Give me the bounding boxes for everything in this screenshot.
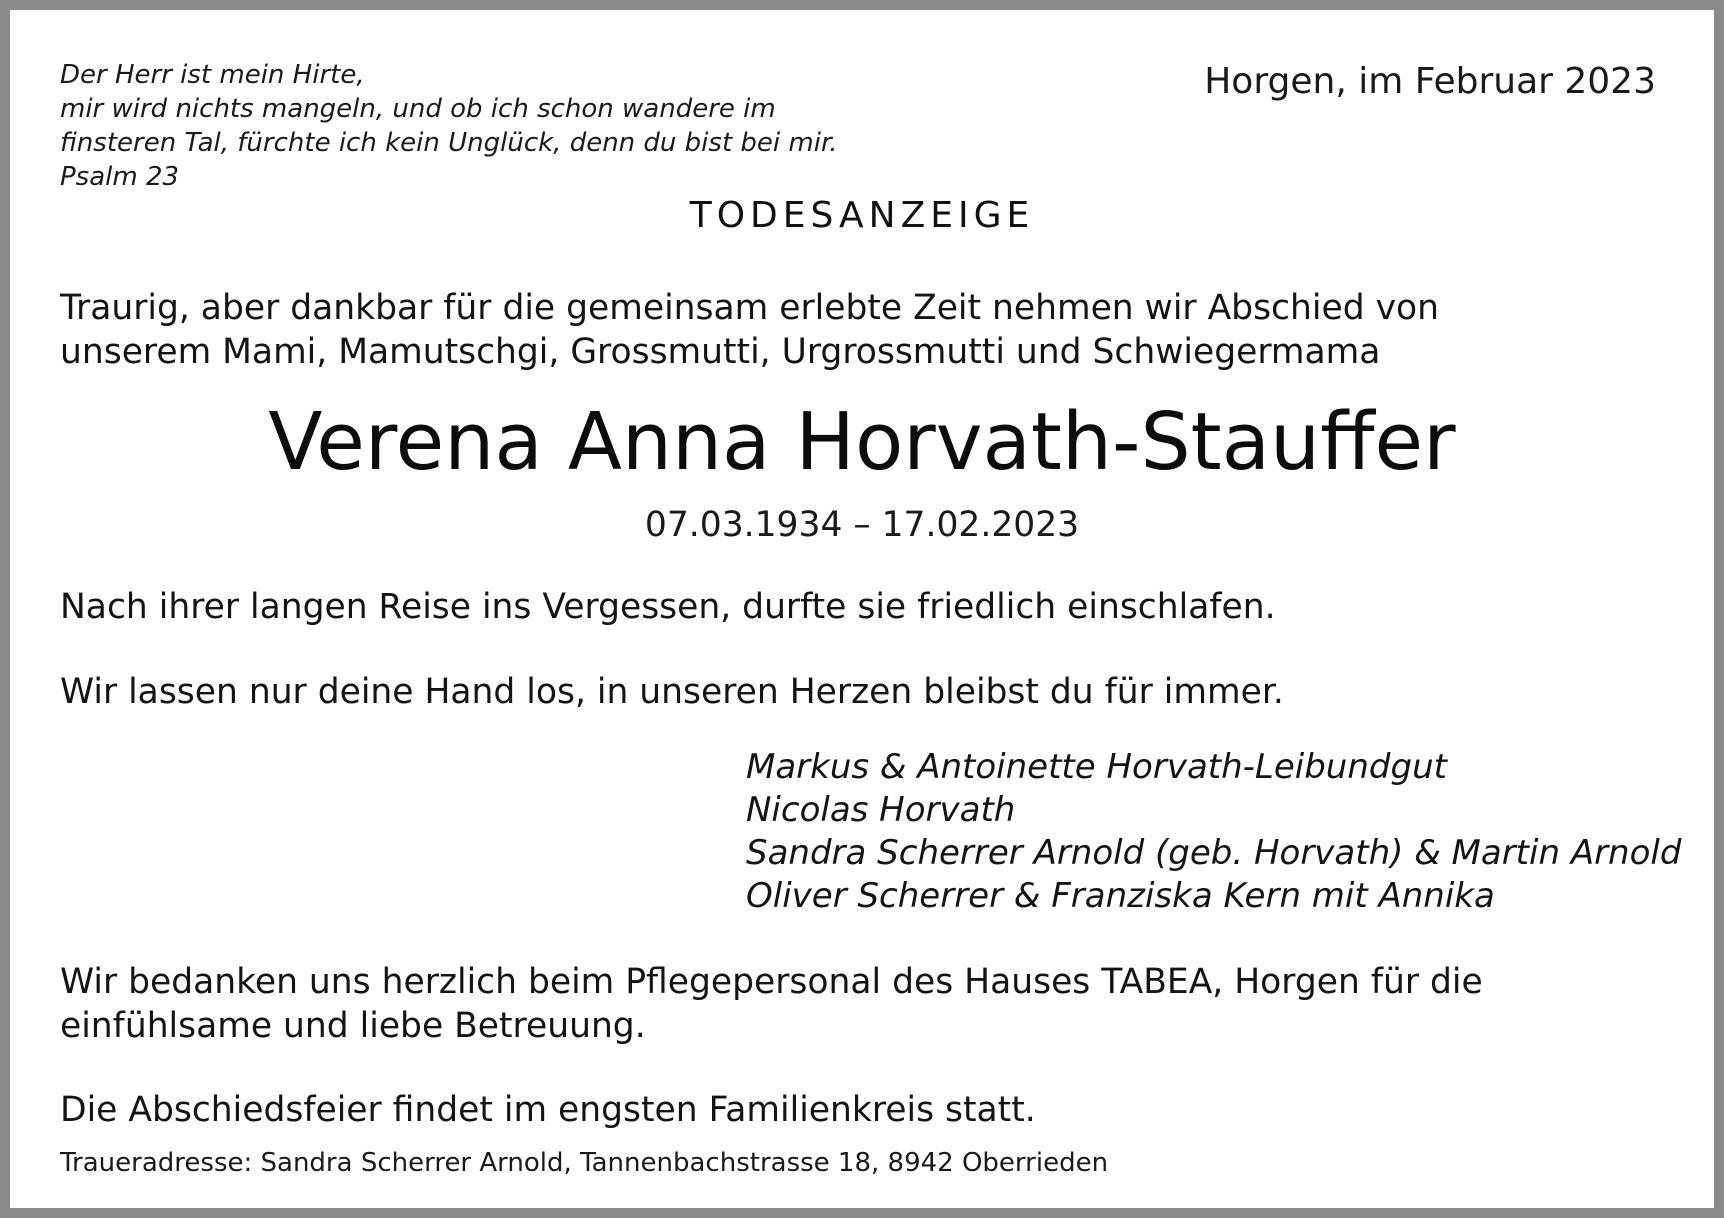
intro-line: Traurig, aber dankbar für die gemeinsam erlebte Zeit nehmen wir Abschied von bbox=[60, 288, 1439, 328]
notice-heading: TODESANZEIGE bbox=[689, 195, 1035, 236]
family-signatures bbox=[746, 746, 1681, 918]
farewell-paragraph: Die Abschiedsfeier findet im engsten Familienkreis statt. bbox=[60, 1090, 1036, 1130]
psalm-quote bbox=[60, 58, 838, 194]
family-member-line: Oliver Scherrer & Franziska Kern mit Annika bbox=[746, 876, 1495, 916]
psalm-reference: Psalm 23 bbox=[60, 162, 180, 192]
psalm-line: finsteren Tal, fürchte ich kein Unglück, denn du bist bei mir. bbox=[60, 128, 838, 158]
deceased-name: Verena Anna Horvath-Stauffer bbox=[268, 396, 1456, 488]
thanks-line: einfühlsame und liebe Betreuung. bbox=[60, 1006, 646, 1046]
life-dates: 07.03.1934 – 17.02.2023 bbox=[644, 505, 1080, 545]
place-date: Horgen, im Februar 2023 bbox=[1204, 61, 1656, 102]
thanks-line: Wir bedanken uns herzlich beim Pflegepersonal des Hauses TABEA, Horgen für die bbox=[60, 962, 1483, 1002]
psalm-line: Der Herr ist mein Hirte, bbox=[60, 60, 365, 90]
intro-paragraph bbox=[60, 286, 1439, 374]
obituary-notice bbox=[10, 10, 1714, 1208]
intro-line: unserem Mami, Mamutschgi, Grossmutti, Urgrossmutti und Schwiegermama bbox=[60, 332, 1381, 372]
journey-paragraph: Nach ihrer langen Reise ins Vergessen, durfte sie friedlich einschlafen. bbox=[60, 587, 1276, 627]
hand-paragraph: Wir lassen nur deine Hand los, in unseren Herzen bleibst du für immer. bbox=[60, 672, 1284, 712]
family-member-line: Nicolas Horvath bbox=[746, 790, 1016, 830]
thanks-paragraph bbox=[60, 960, 1483, 1048]
family-member-line: Sandra Scherrer Arnold (geb. Horvath) & Martin Arnold bbox=[746, 833, 1682, 873]
family-member-line: Markus & Antoinette Horvath-Leibundgut bbox=[746, 747, 1447, 787]
psalm-line: mir wird nichts mangeln, und ob ich schon wandere im bbox=[60, 94, 776, 124]
mourning-address: Traueradresse: Sandra Scherrer Arnold, Tannenbachstrasse 18, 8942 Oberrieden bbox=[60, 1148, 1109, 1178]
